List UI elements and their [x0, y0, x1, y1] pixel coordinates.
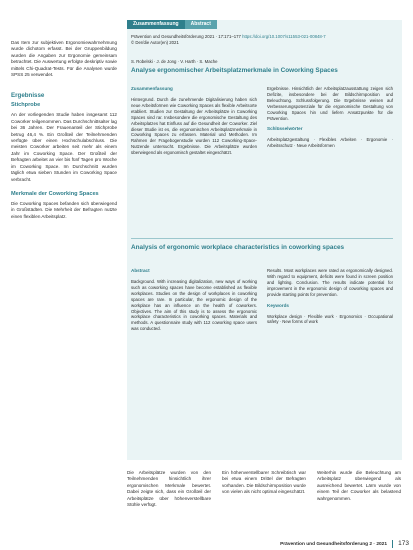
bottom-column-3: Weiterhin wurde die Beleuchtung am Arbeitsplatz überwiegend als ausreichend bewertet. Lärm wurde von einem Teil der Coworker als belastend wahrgenommen. — [317, 470, 401, 501]
german-keywords-label: Schlüsselwörter — [267, 126, 303, 132]
doi-link[interactable]: https://doi.org/10.1007/s11553-021-00848-7 — [242, 34, 326, 39]
tab-abstract: Abstract — [185, 20, 217, 29]
german-text-1: Hintergrund. Durch die zunehmende Digitalisierung haben sich neue Arbeitsformen wie Coworking Spaces als flexible Arbeitsorte etabliert. Studien zur Gestaltung der Arbeitsplätze in Coworking Spaces sind rar. Insbesondere die ergonomische Gestaltung des Arbeitsplatzes hat Einfluss auf die Gesundheit der Coworker. Ziel dieser Studie ist es, die ergonomischen Arbeitsplatzmerkmale in Coworking Spaces zu erfassen. Material und Methoden. Im Rahmen der Fragebogenstudie wurden 112 Coworking-Space-Nutzende untersucht. Ergebnisse. Die Arbeitsplätze wurden überwiegend als ergonomisch gestaltet eingeschätzt. — [131, 97, 257, 156]
intro-paragraph: Das Item zur subjektiven Ergonomiewahrnehmung wurde dichotom erfasst. Bei der Gruppenbildung wurden die Angaben zur Ergonomie gemeinsam betrachtet. Die Auswertung erfolgte deskriptiv sowie mittels Chi-Quadrat-Tests. Für die Analysen wurde SPSS 25 verwendet. — [11, 40, 117, 78]
german-title: Analyse ergonomischer Arbeitsplatzmerkmale in Coworking Spaces — [131, 67, 338, 74]
bottom-column-2: Ein höhenverstellbarer Schreibtisch war bei etwa einem Drittel der Befragten vorhanden. Die Bildschirmposition wurde von vielen als nicht optimal eingeschätzt. — [222, 470, 306, 495]
features-paragraph: Die Coworking Spaces befanden sich überwiegend in Großstädten. Die Mehrheit der Befragten nutzte einen flexiblen Arbeitsplatz. — [11, 200, 117, 219]
german-abstract-left — [131, 86, 257, 161]
copyright: © Der/die Autor(en) 2021 — [131, 40, 179, 45]
bottom-column-1: Die Arbeitsplätze wurden von den Teilnehmenden hinsichtlich ihrer ergonomischen Merkmale bewertet. Dabei zeigte sich, dass ein Großteil der Arbeitsplätze über höhenverstellbare Stühle verfügt. — [127, 470, 211, 508]
german-abstract-right — [267, 86, 393, 154]
section-divider — [131, 238, 393, 239]
german-label: Zusammenfassung — [131, 86, 173, 91]
sample-heading: Stichprobe — [11, 102, 41, 109]
left-column — [11, 40, 117, 220]
abstract-tabs — [127, 20, 217, 29]
citation: Prävention und Gesundheitsförderung 2021 · 17:171–177 — [131, 34, 241, 39]
german-keywords: Arbeitsplatzgestaltung · Flexibles Arbeiten · Ergonomie · Arbeitsschutz · Neue Arbeitsformen — [267, 137, 393, 149]
english-label: Abstract — [131, 268, 150, 273]
english-title: Analysis of ergonomic workplace characteristics in coworking spaces — [131, 244, 345, 251]
citation-meta — [131, 34, 393, 46]
english-keywords: Workplace design · Flexible work · Ergonomics · Occupational safety · New forms of work — [267, 313, 393, 325]
page-footer — [0, 540, 413, 550]
english-text-1: Background. With increasing digitalization, new ways of working such as coworking spaces have become established as flexible workplaces. Studies on the design of workplaces in coworking spaces are rare. In particular, the ergonomic design of the workplace has an influence on the health of coworkers. Objectives. The aim of this study is to assess the ergonomic workplace characteristics in coworking spaces. Materials and methods. A questionnaire study with 112 coworking space users was conducted. — [131, 279, 257, 332]
english-abstract-right — [267, 268, 393, 330]
page-number: 173 — [398, 540, 409, 547]
sample-paragraph: An der vorliegenden Studie haben insgesamt 112 Coworker teilgenommen. Das Durchschnittsalter lag bei 36 Jahren. Der Frauenanteil der Stichprobe betrug 46,4 %. Ein Großteil der Teilnehmenden verfügte über einen Hochschulabschluss. Die meisten Coworker arbeiten seit mehr als einem Jahr im Coworking Space. Der Großteil der Befragten arbeitet an vier bis fünf Tagen pro Woche im Coworking Space. Im Durchschnitt wurden täglich etwa sieben Stunden im Coworking Space verbracht. — [11, 112, 117, 182]
footer-divider — [392, 540, 393, 548]
english-text-2: Results. Most workplaces were rated as ergonomically designed. With regard to equipment, deficits were found in screen position and lighting. Conclusion. The results indicate potential for improvement in the ergonomic design of coworking spaces and provide starting points for prevention. — [267, 268, 393, 297]
features-heading: Merkmale der Coworking Spaces — [11, 190, 99, 197]
authors: S. Robelski · J. de Jong · V. Harth · S. Mache — [131, 59, 218, 64]
results-heading: Ergebnisse — [11, 92, 45, 100]
english-abstract-left — [131, 268, 257, 337]
english-keywords-label: Keywords — [267, 302, 289, 308]
footer-journal: Prävention und Gesundheitsförderung 2 · 2021 — [280, 542, 387, 547]
german-text-2: Ergebnisse. Hinsichtlich der Arbeitsplatzausstattung zeigen sich Defizite, insbesondere bei der Bildschirmposition und Beleuchtung. Schlussfolgerung. Die Ergebnisse weisen auf Verbesserungspotenziale für die ergonomische Gestaltung von Coworking Spaces hin und liefern Ansatzpunkte für die Prävention. — [267, 86, 393, 121]
tab-zusammenfassung: Zusammenfassung — [127, 20, 185, 29]
